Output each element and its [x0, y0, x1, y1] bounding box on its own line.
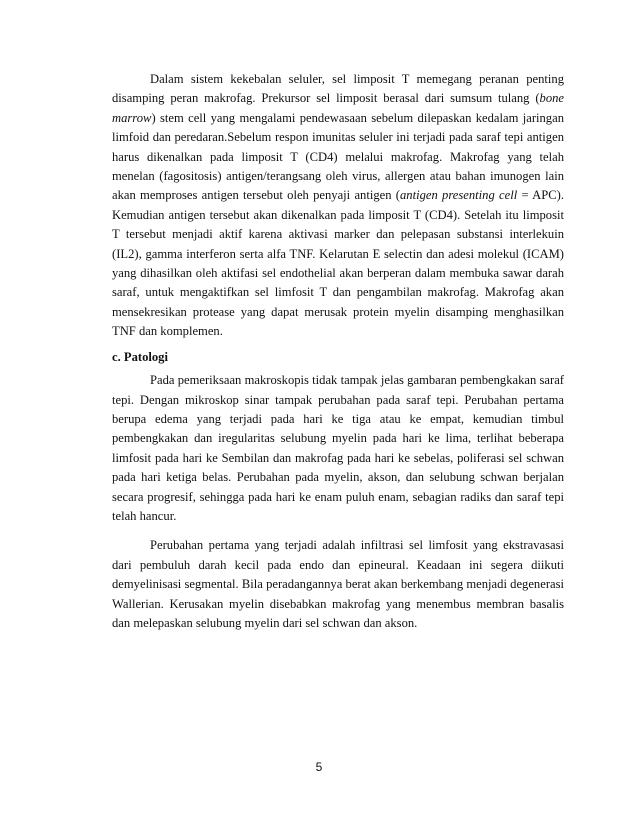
paragraph-text: Dalam sistem kekebalan seluler, sel limposit T memegang peranan penting disamping peran makrofag. Prekursor sel limposit berasal dari sumsum tulang (: [112, 72, 564, 106]
paragraph-text: = APC). Kemudian antigen tersebut akan dikenalkan pada limposit T (CD4). Setelah itu limposit T tersebut menjadi aktif karena aktivasi marker dan pelepasan substansi interlekuin (IL2), gamma interferon serta alfa TNF. Kelarutan E selectin dan adesi molekul (ICAM) yang dihasilkan oleh aktifasi sel endothelial akan berperan dalam membuka sawar darah saraf, untuk mengaktifkan sel limfosit T dan pengambilan makrofag. Makrofag akan mensekresikan protease yang dapat merusak protein myelin disamping menghasilkan TNF dan komplemen.: [112, 188, 564, 339]
paragraph-pathology: Pada pemeriksaan makroskopis tidak tampak jelas gambaran pembengkakan saraf tepi. Dengan mikroskop sinar tampak perubahan pada saraf tepi. Perubahan pertama berupa edema yang terjadi pada hari ke tiga atau ke empat, kemudian timbul pembengkakan dan iregularitas selubung myelin pada hari ke lima, terlihat beberapa limfosit pada hari ke Sembilan dan makrofag pada hari ke sebelas, poliferasi sel schwan pada hari ketiga belas. Perubahan pada myelin, akson, dan selubung schwan berjalan secara progresif, sehingga pada hari ke enam puluh enam, sebagian radiks dan saraf tepi telah hancur.: [112, 373, 564, 523]
paragraph-immune-response: [112, 70, 564, 342]
paragraph-infiltration: Perubahan pertama yang terjadi adalah infiltrasi sel limfosit yang ekstravasasi dari pembuluh darah kecil pada endo dan epineural. Keadaan ini segera diikuti demyelinisasi segmental. Bila peradangannya berat akan berkembang menjadi degenerasi Wallerian. Kerusakan myelin disebabkan makrofag yang menembus membran basalis dan melepaskan selubung myelin dari sel schwan dan akson.: [112, 538, 564, 630]
paragraph-gap: [112, 526, 564, 536]
paragraph-text: ) stem cell yang mengalami pendewasaan sebelum dilepaskan kedalam jaringan limfoid dan peredaran.Sebelum respon imunitas seluler ini terjadi pada saraf tepi antigen harus dikenalkan pada limposit T (CD4) melalui makrofag. Makrofag yang telah menelan (fagositosis) antigen/terangsang oleh virus, allergen atau bahan imunogen lain akan memproses antigen tersebut oleh penyaji antigen (: [112, 110, 564, 203]
italic-term: bone marrow: [112, 91, 564, 125]
page-content: [112, 70, 564, 633]
section-heading: c. Patologi: [112, 349, 168, 364]
italic-term: antigen presenting cell: [400, 188, 518, 203]
page-number: 5: [315, 760, 323, 774]
